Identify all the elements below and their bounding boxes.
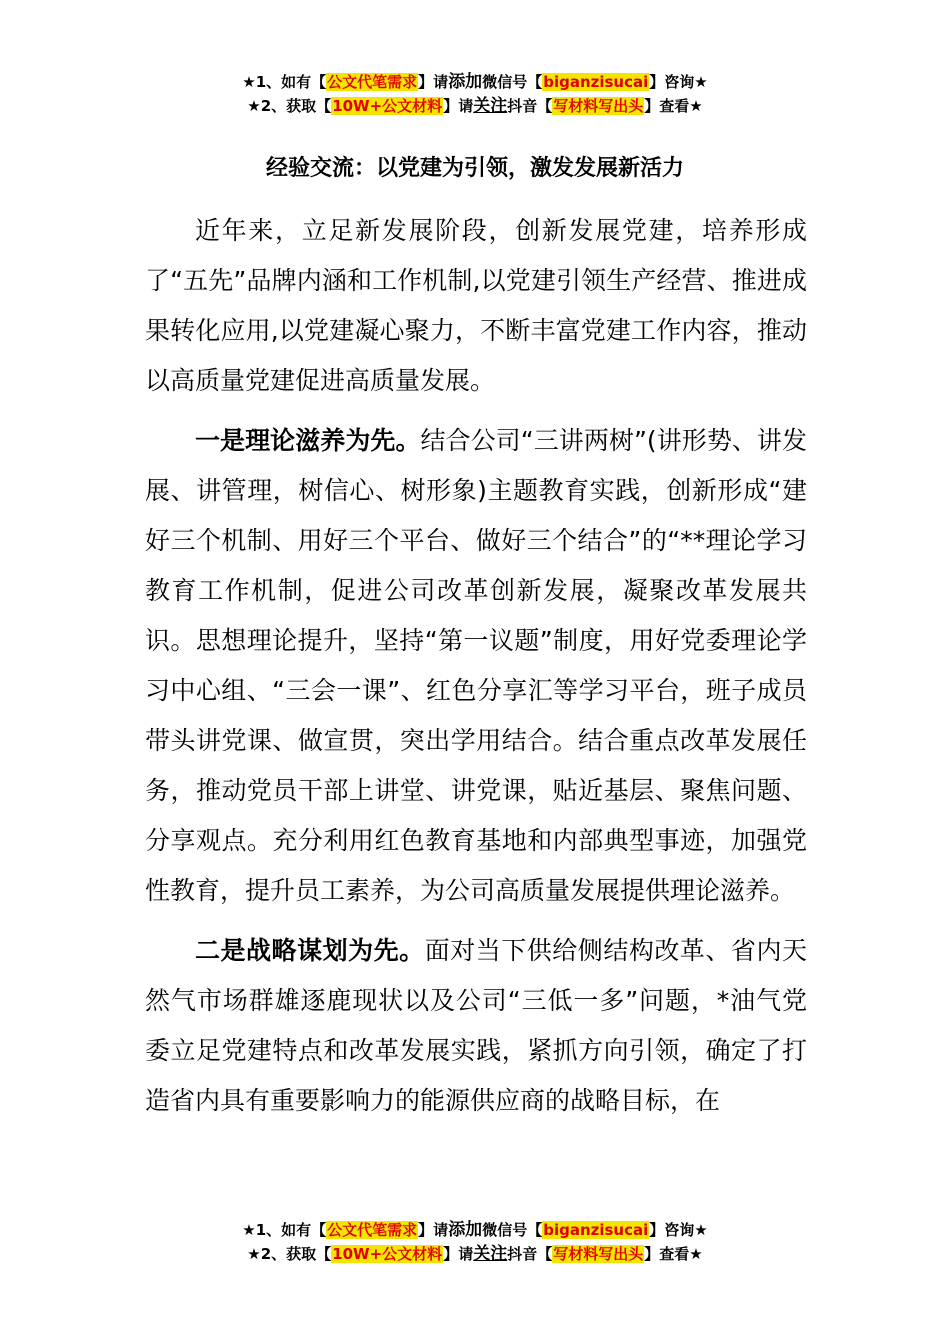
highlight-service: 公文代笔需求 <box>327 1221 418 1239</box>
highlight-douyin-account: 写材料写出头 <box>553 1245 644 1263</box>
promo-line-2: ★2、获取【10W+公文材料】请关注抖音【写材料写出头】查看★ <box>247 1244 703 1264</box>
highlight-wechat-id: biganzisucai <box>543 1221 649 1239</box>
highlight-materials: 10W+公文材料 <box>332 1245 443 1263</box>
paragraph-theory <box>145 416 807 916</box>
document-title: 经验交流：以党建为引领，激发发展新活力 <box>265 156 684 181</box>
paragraph-strategy <box>145 926 807 1126</box>
paragraph-text: 面对当下供给侧结构改革、省内天然气市场群雄逐鹿现状以及公司“三低一多”问题，*油气党委立足党建特点和改革发展实践，紧抓方向引领，确定了打造省内具有重要影响力的能源供应商的战略目标，在 <box>145 936 807 1115</box>
highlight-douyin-account: 写材料写出头 <box>553 97 644 115</box>
promo-line-1: ★1、如有【公文代笔需求】请添加微信号【biganzisucai】咨询★ <box>242 72 708 92</box>
paragraph-text: 结合公司“三讲两树”(讲形势、讲发展、讲管理，树信心、树形象)主题教育实践，创新形成“建好三个机制、用好三个平台、做好三个结合”的“**理论学习教育工作机制，促进公司改革创新发展，凝聚改革发展共识。思想理论提升，坚持“第一议题”制度，用好党委理论学习中心组、“三会一课”、红色分享汇等学习平台，班子成员带头讲党课、做宣贯，突出学用结合。结合重点改革发展任务，推动党员干部上讲堂、讲党课，贴近基层、聚焦问题、分享观点。充分利用红色教育基地和内部典型事迹，加强党性教育，提升员工素养，为公司高质量发展提供理论滋养。 <box>145 426 807 905</box>
document-body <box>145 206 807 1126</box>
highlight-materials: 10W+公文材料 <box>332 97 443 115</box>
highlight-service: 公文代笔需求 <box>327 73 418 91</box>
paragraph-lead: 二是战略谋划为先。 <box>195 936 425 965</box>
promo-banner-top <box>0 70 950 118</box>
paragraph-intro <box>145 206 807 406</box>
paragraph-lead: 一是理论滋养为先。 <box>195 426 421 455</box>
promo-line-1: ★1、如有【公文代笔需求】请添加微信号【biganzisucai】咨询★ <box>242 1220 708 1240</box>
paragraph-text: 近年来，立足新发展阶段，创新发展党建，培养形成了“五先”品牌内涵和工作机制,以党建引领生产经营、推进成果转化应用,以党建凝心聚力，不断丰富党建工作内容，推动以高质量党建促进高质量发展。 <box>145 216 807 395</box>
promo-line-2: ★2、获取【10W+公文材料】请关注抖音【写材料写出头】查看★ <box>247 96 703 116</box>
promo-banner-bottom <box>0 1218 950 1266</box>
highlight-wechat-id: biganzisucai <box>543 73 649 91</box>
